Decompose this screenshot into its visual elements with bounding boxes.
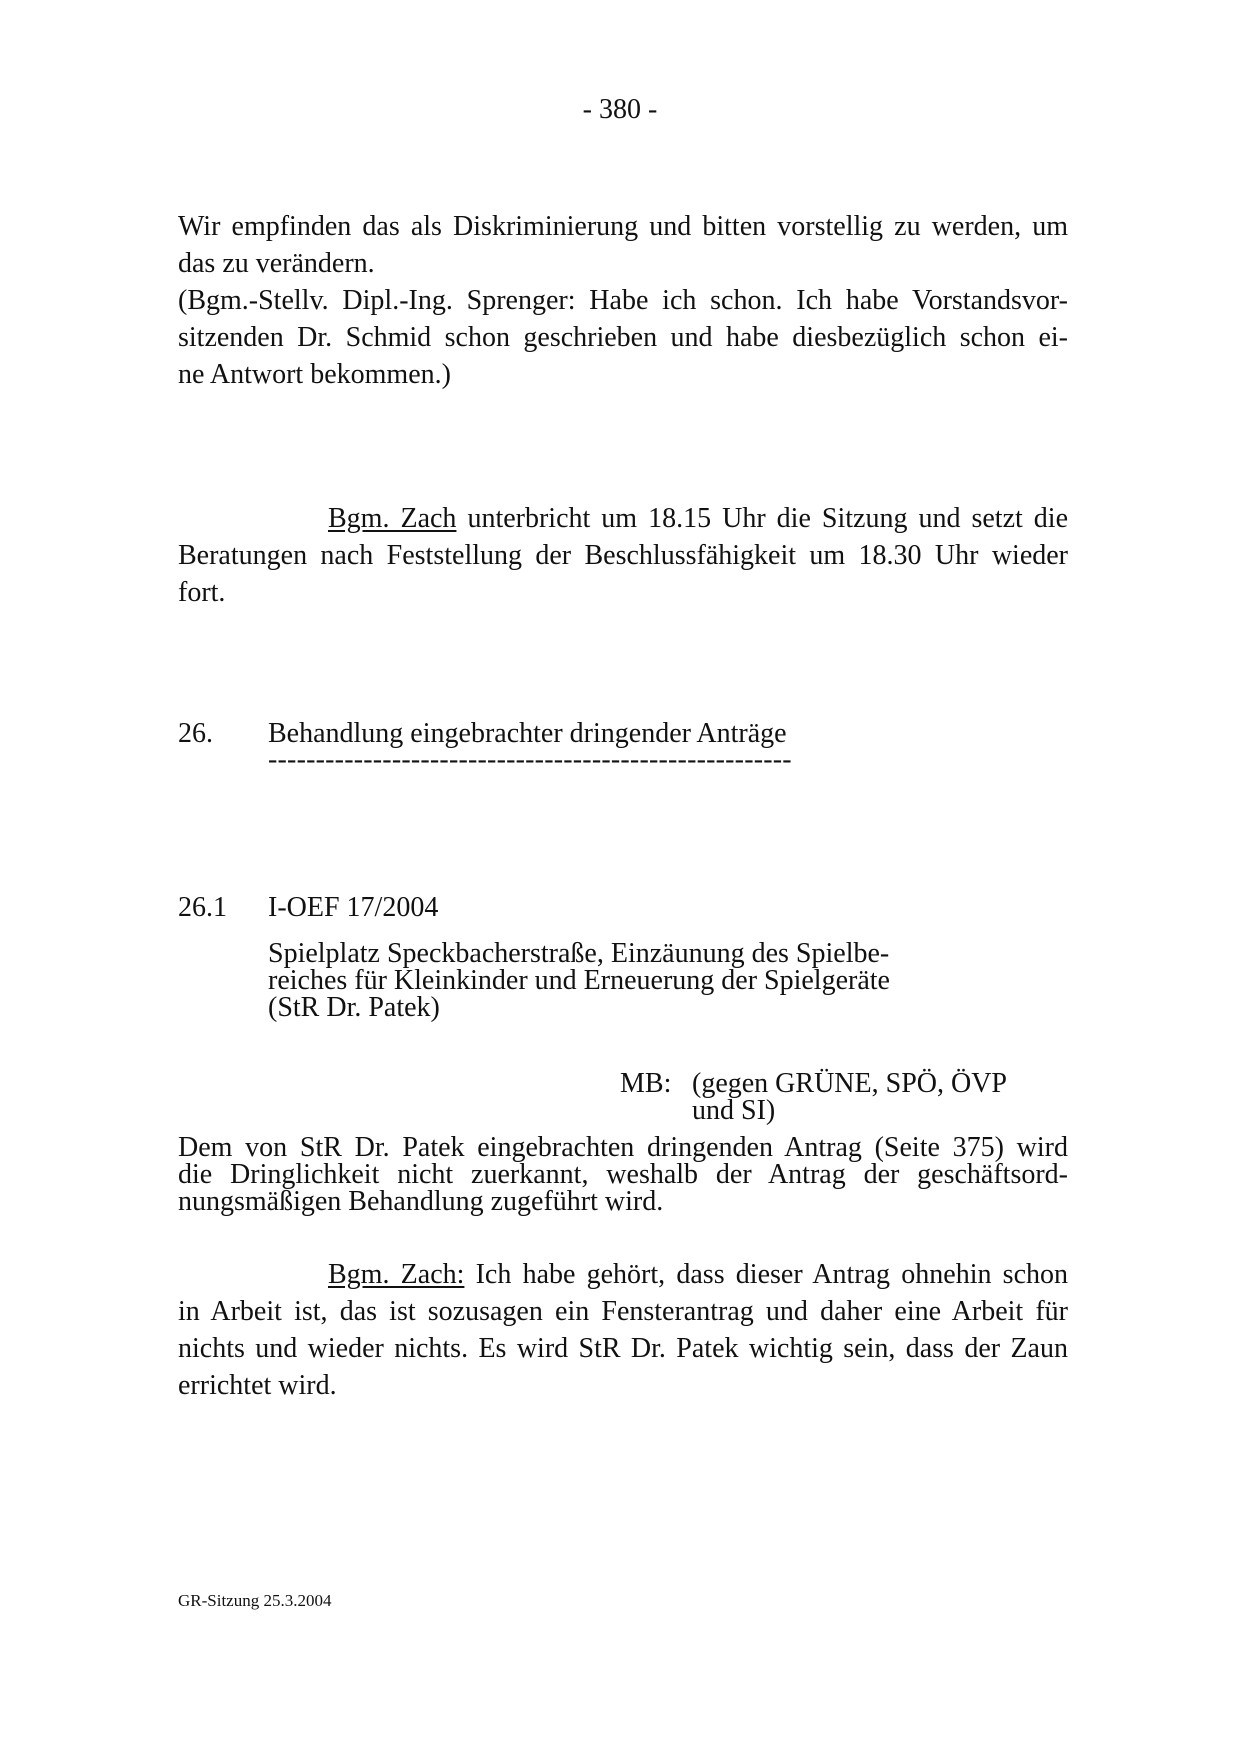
speaker-name: Bgm. Zach: — [328, 1259, 465, 1290]
text-line: nungsmäßigen Behandlung zugeführt wird. — [178, 1186, 664, 1217]
intro-paragraph — [178, 208, 1068, 393]
speaker-name: Bgm. Zach — [328, 503, 457, 534]
text-line: Beratungen nach Feststellung der Beschlussfähigkeit um 18.30 Uhr wieder — [178, 540, 1068, 571]
section-number: 26. — [178, 718, 213, 749]
text-fragment: Ich habe gehört, dass dieser Antrag ohnehin schon — [464, 1259, 1068, 1290]
subsection-number: 26.1 — [178, 892, 227, 923]
page-number: - 380 - — [582, 94, 658, 125]
text-line — [178, 1256, 1068, 1293]
text-line: (gegen GRÜNE, SPÖ, ÖVP — [692, 1068, 1007, 1099]
text-line: (StR Dr. Patek) — [268, 992, 440, 1023]
text-line: fort. — [178, 577, 226, 608]
text-line: (Bgm.-Stellv. Dipl.-Ing. Sprenger: Habe ich schon. Ich habe Vorstandsvor- — [178, 285, 1068, 316]
page-footer: GR-Sitzung 25.3.2004 — [178, 1591, 332, 1610]
text-fragment: unterbricht um 18.15 Uhr die Sitzung und setzt die — [456, 503, 1068, 534]
text-line: die Dringlichkeit nicht zuerkannt, weshalb der Antrag der geschäftsord- — [178, 1159, 1068, 1190]
text-line: und SI) — [692, 1095, 776, 1126]
text-line: Wir empfinden das als Diskriminierung und bitten vorstellig zu werden, um — [178, 211, 1068, 242]
text-line: nichts und wieder nichts. Es wird StR Dr. Patek wichtig sein, dass der Zaun — [178, 1333, 1068, 1364]
text-line: Dem von StR Dr. Patek eingebrachten dringenden Antrag (Seite 375) wird — [178, 1132, 1068, 1163]
text-line: sitzenden Dr. Schmid schon geschrieben und habe diesbezüglich schon ei- — [178, 322, 1068, 353]
text-line — [178, 500, 1068, 537]
decision-paragraph — [178, 1134, 1068, 1215]
text-line: in Arbeit ist, das ist sozusagen ein Fensterantrag und daher eine Arbeit für — [178, 1296, 1068, 1327]
text-line: ne Antwort bekommen.) — [178, 359, 451, 390]
statement-paragraph — [178, 1256, 1068, 1404]
vote-result — [692, 1070, 1007, 1124]
text-line: reiches für Kleinkinder und Erneuerung der Spielgeräte — [268, 965, 890, 996]
section-title: Behandlung eingebrachter dringender Anträge — [268, 718, 787, 749]
text-line: errichtet wird. — [178, 1370, 337, 1401]
subsection-reference: I-OEF 17/2004 — [268, 892, 439, 923]
vote-label: MB: — [620, 1068, 672, 1099]
text-line: das zu verändern. — [178, 248, 375, 279]
interruption-paragraph — [178, 500, 1068, 611]
text-line: Spielplatz Speckbacherstraße, Einzäunung des Spielbe- — [268, 938, 890, 969]
section-title-underline: ------------------------------------------------------- — [268, 744, 792, 775]
subsection-subject — [268, 940, 890, 1021]
